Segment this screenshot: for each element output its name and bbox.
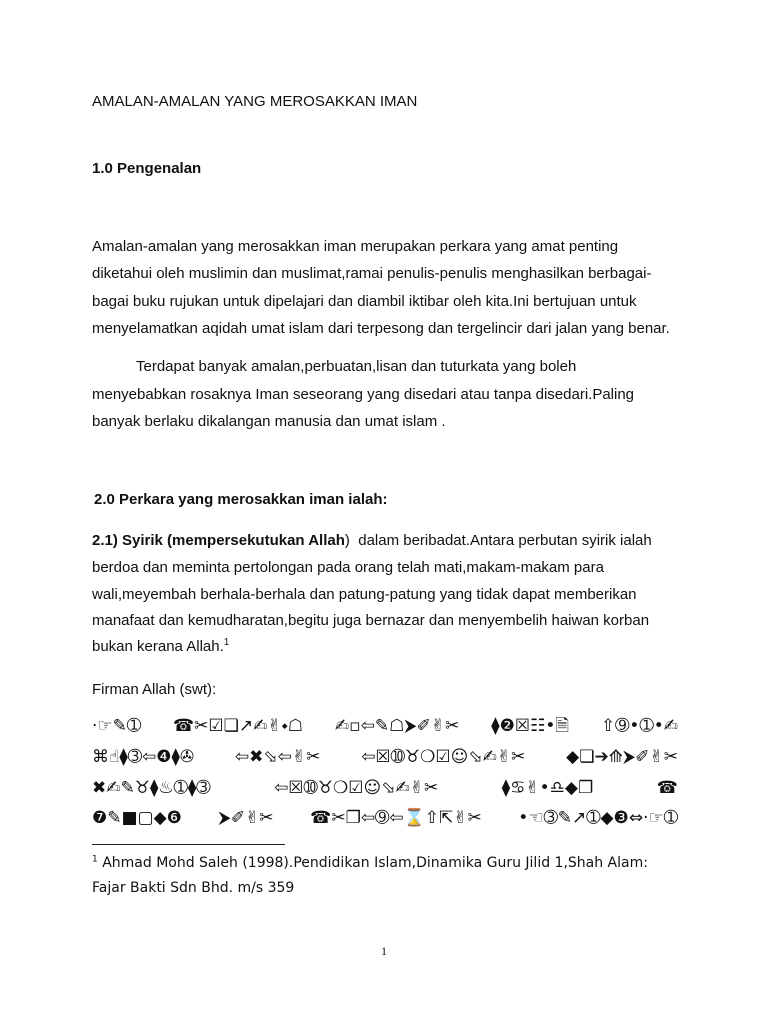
paragraph-line: banyak berlaku dikalangan manusia dan umat islam . xyxy=(92,413,446,430)
wingdings-word: ⮞✐✌✂ xyxy=(218,808,274,828)
wingdings-word: ✍▫⇦✎☖⮞✐✌✂ xyxy=(334,716,460,736)
wingdings-word: ·☞✎➀ xyxy=(92,716,142,736)
wingdings-word: ⇦✖⬂⇦✌✂ xyxy=(234,747,321,767)
wingdings-word: ◆❏➔⟰⮞✐✌✂ xyxy=(566,747,678,767)
item-2-1-last-line-text: bukan kerana Allah. xyxy=(92,638,224,655)
wingdings-word: ⧫❷☒☷•🗎 xyxy=(491,716,570,736)
paragraph-line: menyebabkan rosaknya Iman seseorang yang disedari atau tanpa disedari.Paling xyxy=(92,386,635,403)
paragraph-line: menyelamatkan aqidah umat islam dari terpesong dan tergelincir dari jalan yang benar. xyxy=(92,320,670,337)
document-title: AMALAN-AMALAN YANG MEROSAKKAN IMAN xyxy=(92,93,418,110)
wingdings-word: ⇦☒➉♉❍☑☺⬂✍✌✂ xyxy=(361,747,526,767)
item-2-1-first-line-rest: dalam beribadat.Antara perbutan syirik ialah xyxy=(349,532,652,549)
item-2-1-last-line xyxy=(92,638,229,656)
wingdings-verse-line xyxy=(92,777,678,799)
wingdings-verse-line xyxy=(92,746,678,768)
wingdings-verse-line xyxy=(92,807,678,829)
wingdings-word: ⇧➈•➀•✍ xyxy=(600,716,678,736)
wingdings-word: ⇦☒➉♉❍☑☺⬂✍✌✂ xyxy=(274,778,439,798)
wingdings-word: ☎✂☑❏↗✍✌⬩☖ xyxy=(173,716,303,736)
item-2-1-first-line xyxy=(92,532,652,550)
wingdings-word: ✖✍✎♉⧫♨➀⧫➂ xyxy=(92,778,211,798)
footnote-line: Fajar Bakti Sdn Bhd. m/s 359 xyxy=(92,880,295,896)
wingdings-word: ☎✂❐⇦➈⇦⌛⇧⇱✌✂ xyxy=(310,808,482,828)
footnote-line xyxy=(92,854,648,872)
footnote-reference: 1 xyxy=(223,637,230,648)
wingdings-word: ☎ xyxy=(656,778,678,798)
firman-label: Firman Allah (swt): xyxy=(92,681,217,698)
paragraph-line: bagai buku rujukan untuk dipelajari dan diambil iktibar oleh kita.Ini bertujuan untuk xyxy=(92,293,637,310)
wingdings-word: ⧫♋✌•♎◆❐ xyxy=(501,778,594,798)
wingdings-verse-line xyxy=(92,715,678,737)
paragraph-line: wali,meyembah berhala-berhala dan patung-patung yang tidak dapat memberikan xyxy=(92,586,637,603)
page-number: 1 xyxy=(381,944,387,958)
paragraph-line: Amalan-amalan yang merosakkan iman merupakan perkara yang amat penting xyxy=(92,238,619,255)
paragraph-line: diketahui oleh muslimin dan muslimat,ramai penulis-penulis menghasilkan berbagai- xyxy=(92,265,652,282)
footnote-marker: 1 xyxy=(92,854,98,865)
footnote-separator xyxy=(92,844,285,845)
section-heading-pengenalan: 1.0 Pengenalan xyxy=(92,160,202,177)
item-2-1-bold-label: 2.1) Syirik (mempersekutukan Allah xyxy=(92,532,345,549)
wingdings-word: ⌘☝⧫➂⇦❹⧫✇ xyxy=(92,747,195,767)
paragraph-line: Terdapat banyak amalan,perbuatan,lisan dan tuturkata yang boleh xyxy=(136,358,577,375)
paragraph-line: manafaat dan kemudharatan,begitu juga bernazar dan menyembelih haiwan korban xyxy=(92,612,650,629)
footnote-citation-text: Ahmad Mohd Saleh (1998).Pendidikan Islam,Dinamika Guru Jilid 1,Shah Alam: xyxy=(102,855,648,871)
wingdings-word: ❼✎■▢◆❻ xyxy=(92,808,182,828)
paragraph-line: berdoa dan meminta pertolongan pada orang telah mati,makam-makam para xyxy=(92,559,604,576)
section-heading-perkara: 2.0 Perkara yang merosakkan iman ialah: xyxy=(94,491,388,508)
wingdings-word: •☜➂✎↗➀◆❸⇔·☞➀ xyxy=(518,808,678,828)
item-2-1-close-paren: ) xyxy=(344,532,350,549)
